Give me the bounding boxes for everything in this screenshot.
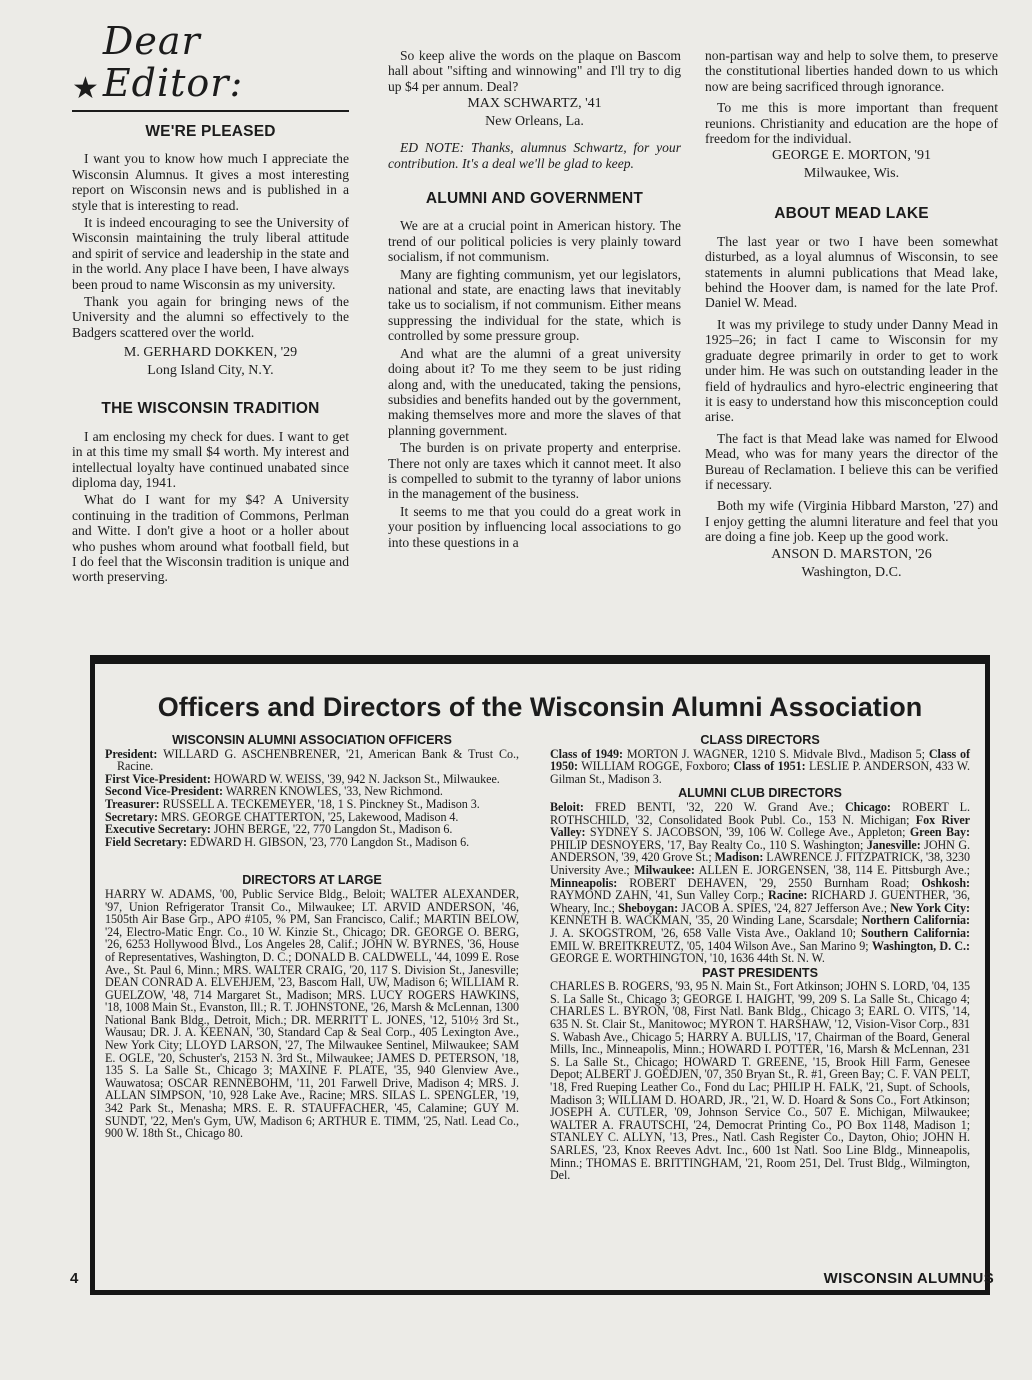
signature-place: New Orleans, La. <box>485 114 584 130</box>
signature-place: Washington, D.C. <box>801 564 902 580</box>
box-title: Officers and Directors of the Wisconsin Alumni Association <box>157 692 923 722</box>
directors-list: HARRY W. ADAMS, '00, Public Service Bldg., Beloit; WALTER ALEXANDER, '97, Union Refrigerator Transit Co., Milwaukee; LT. ARVID ANDERSON, '46, 1505th Air Base Grp., APO #105, % PM, San Francisco, Calif.; MARTIN BELOW, '24, Electro-Matic Engr. Co., 10 W. Kinzie St., Chicago; DR. GEORGE O. BERG, '26, 6253 Hollywood Blvd., Los Angeles 28, Calif.; JOHN W. BYRNES, '36, House of Representatives, Washington, D. C.; DONALD B. CALDWELL, '44, 1099 E. Rose Ave., St. Paul 6, Minn.; MRS. WALTER CRAIG, '20, 117 S. Division St., Janesville; DEAN CONRAD A. ELVEHJEM, '23, Bascom Hall, UW, Madison 6; WILLIAM R. GUELZOW, '48, 714 Margaret St., Madison; MRS. LUCY ROGERS HAWKINS, '18, 1008 Main St., Evanston, Ill.; R. T. JOHNSTONE, '26, Marsh & McLennan, 1300 National Bank Bldg., Detroit, Mich.; DR. MERRITT L. JONES, '12, 510½ 3rd St., Wausau; DR. J. A. KEENAN, '30, Standard Cap & Seal Corp., 405 Lexington Ave., New York City; LLOYD LARSON, '27, The Milwaukee Sentinel, Milwaukee; SAM E. OGLE, '20, Schuster's, 2153 N. 3rd St., Milwaukee; JAMES D. PETERSON, '18, 135 S. La Salle St., Chicago 3; MAXINE F. PLATE, '35, 940 Glenview Ave., Wauwatosa; OSCAR RENNEBOHM, '11, 201 Farwell Drive, Madison 4; MRS. J. ALLAN SIMPSON, '10, 928 Lake Ave., Racine; MRS. SILAS L. SPENGLER, '19, 342 Park St., Menasha; MRS. E. R. STAUFFACHER, '45, Calamine; GUY M. SUNDT, '22, Men's Gym, UW, Madison 6; ARTHUR E. TIMM, '25, Natl. Lead Co., 900 W. 18th St., Chicago 80. <box>105 886 519 1141</box>
officer-entry: President: WILLARD G. ASCHENBRENER, '21, American Bank & Trust Co., Racine. <box>105 746 519 774</box>
letter-heading: ABOUT MEAD LAKE <box>774 205 929 223</box>
letter-heading: ALUMNI AND GOVERNMENT <box>425 190 644 208</box>
letter-paragraph: And what are the alumni of a great university doing about it? To me they seem to be just riding along and, with the uneducated, taking the pensions, subsidies and benefits handed out by the government, making themselves more and more the slaves of that planning government. <box>388 345 681 438</box>
letter-paragraph: Thank you again for bringing news of the University and the alumni so effectively to the Badgers scattered over the world. <box>72 294 349 340</box>
letter-paragraph: I am enclosing my check for dues. I want to get in at this time my small $4 worth. My interest and intellectual loyalty have continued unabated since diploma day, 1941. <box>72 428 349 490</box>
letter-paragraph: So keep alive the words on the plaque on Bascom hall about "sifting and winnowing" and I'll try to dig up $4 per annum. Deal? <box>388 48 681 94</box>
letter-paragraph: The fact is that Mead lake was named for Elwood Mead, who was for many years the director of the Bureau of Reclamation. I believe this can be verified if necessary. <box>705 430 998 492</box>
club-directors-heading: ALUMNI CLUB DIRECTORS <box>678 786 842 801</box>
officer-entry: Field Secretary: EDWARD H. GIBSON, '23, 770 Langdon St., Madison 6. <box>105 834 470 849</box>
editor-note: ED NOTE: Thanks, alumnus Schwartz, for your contribution. It's a deal we'll be glad to keep. <box>388 140 681 171</box>
letter-paragraph: Both my wife (Virginia Hibbard Marston, '27) and I enjoy getting the alumni literature and feel that you are doing a fine job. Keep up the good work. <box>705 498 998 545</box>
signature-name: MAX SCHWARTZ, '41 <box>467 96 602 112</box>
column-2 <box>388 48 681 550</box>
column-3 <box>705 48 998 581</box>
signature-place: Milwaukee, Wis. <box>803 166 900 182</box>
letter-paragraph: non-partisan way and help to solve them, to preserve the constitutional liberties handed down to us which now are being sacrificed through ignorance. <box>705 48 998 94</box>
signature-place: Long Island City, N.Y. <box>147 363 274 379</box>
letter-paragraph: It is indeed encouraging to see the University of Wisconsin maintaining the truly liberal attitude and spirit of service and leadership in the state and in the world. Any place I have been, I have always been proud to name Wisconsin as my university. <box>72 215 349 292</box>
officer-entry: Executive Secretary: JOHN BERGE, '22, 770 Langdon St., Madison 6. <box>105 822 453 837</box>
masthead <box>72 19 349 106</box>
signature-name: M. GERHARD DOKKEN, '29 <box>123 345 298 361</box>
past-presidents-list: CHARLES B. ROGERS, '93, 95 N. Main St., Fort Atkinson; JOHN S. LORD, '04, 135 S. La Salle St., Chicago 3; GEORGE I. HAIGHT, '99, 209 S. La Salle St., Chicago 4; CHARLES L. BYRON, '08, First Natl. Bank Bldg., Chicago 3; EARL O. VITS, '14, 635 N. St. Clair St., Manitowoc; MYRON T. HARSHAW, '12, Vision-Visor Corp., 831 S. Wabash Ave., Chicago 5; HARRY A. BULLIS, '17, Chairman of the Board, General Mills, Inc., Minneapolis, Minn.; HOWARD I. POTTER, '16, Marsh & McLennan, 231 S. La Salle St., Chicago; HOWARD T. GREENE, '15, Brook Hill Farm, Genesee Depot; ALBERT J. GOEDJEN, '07, 350 Bryan St., R. #1, Green Bay; C. F. VAN PELT, '18, Fred Rueping Leather Co., Fond du Lac; PHILIP H. FALK, '21, Supt. of Schools, Madison 3; WILLIAM D. HOARD, JR., '21, W. D. Hoard & Sons Co., Fort Atkinson; JOSEPH A. CUTLER, '09, Johnson Service Co., 507 E. Michigan, Milwaukee; WALTER A. FRAUTSCHI, '24, Democrat Printing Co., PO Box 1148, Madison 1; STANLEY C. ALLYN, '13, Pres., Natl. Cash Register Co., Dayton, Ohio; JOHN H. SARLES, '23, Knox Reeves Advt. Inc., 600 1st Natl. Soo Line Bldg., Minneapolis, Minn.; THOMAS E. BRITTINGHAM, '21, Room 251, Del. Trust Bldg., Wilmington, Del. <box>550 979 970 1183</box>
officer-entry: Second Vice-President: WARREN KNOWLES, '33, New Richmond. <box>105 784 443 799</box>
signature-name: GEORGE E. MORTON, '91 <box>772 148 931 164</box>
letter-paragraph: Many are fighting communism, yet our legislators, national and state, are enacting laws that inevitably take us to socialism, if not communism. Either means suppressing the individual for the state, which is controlled by some pressure group. <box>388 266 681 344</box>
officer-entry: First Vice-President: HOWARD W. WEISS, '39, 942 N. Jackson St., Milwaukee. <box>105 771 500 786</box>
class-directors-heading: CLASS DIRECTORS <box>700 733 820 747</box>
club-directors-list: Beloit: FRED BENTI, '32, 220 W. Grand Ave.; Chicago: ROBERT L. ROTHSCHILD, '32, Consolidated Book Publ. Co., 153 N. Michigan; Fox River Valley: SYDNEY S. JACOBSON, '39, 106 W. College Ave., Appleton; Green Bay: PHILIP DESNOYERS, '17, Bay Realty Co., 110 S. Washington; Janesville: JOHN G. ANDERSON, '39, 420 Grove St.; Madison: LAWRENCE J. FITZPATRICK, '38, 3230 University Ave.; Milwaukee: ALLEN E. JORGENSEN, '38, 114 E. Pittsburgh Ave.; Minneapolis: ROBERT DEHAVEN, '29, 2550 Burnham Road; Oshkosh: RAYMOND ZAHN, '41, Sun Valley Corp.; Racine: RICHARD J. GUENTHER, '36, Wheary, Inc.; Sheboygan: JACOB A. SPIES, '24, 827 Jefferson Ave.; New York City: KENNETH B. WACKMAN, '35, 20 Winding Lane, Scarsdale; Northern California: J. A. SKOGSTROM, '26, 658 Valle Vista Ave., Oakland 10; Southern California: EMIL W. BREITKREUTZ, '05, 1404 Wilson Ave., San Marino 9; Washington, D. C.: GEORGE E. WORTHINGTON, '10, 1636 44th St. N. W. <box>550 799 971 966</box>
letter-paragraph: To me this is more important than frequent reunions. Christianity and education are the hope of freedom for the individual. <box>705 100 998 147</box>
star-icon: ★ <box>72 71 99 106</box>
past-presidents-heading: PAST PRESIDENTS <box>702 965 818 980</box>
directors-column <box>550 732 970 1182</box>
letter-paragraph: It seems to me that you could do a great work in your position by influencing local associations to go into these questions in a <box>388 503 681 550</box>
letter-paragraph: What do I want for my $4? A University continuing in the tradition of Commons, Perlman and Witte. I don't give a hoot or a holler about who pushes whom around what football field, but I do feel that the Wisconsin tradition is unique and worth preserving. <box>72 492 349 585</box>
masthead-rule <box>72 110 349 112</box>
page-number: 4 <box>70 1270 79 1287</box>
officer-entry: Treasurer: RUSSELL A. TECKEMEYER, '18, 1 S. Pinckney St., Madison 3. <box>105 796 480 811</box>
magazine-name: WISCONSIN ALUMNUS <box>823 1270 994 1287</box>
letter-paragraph: It was my privilege to study under Danny Mead in 1925–26; in fact I came to Wisconsin for my graduate degree primarily in order to get to work under him. He was such on outstanding leader in the field of hydraulics and hyro-electric engineering that it is easy to understand how this misconception could arise. <box>705 316 998 425</box>
class-directors-list: Class of 1949: MORTON J. WAGNER, 1210 S. Midvale Blvd., Madison 5; Class of 1950: WILLIAM ROGGE, Foxboro; Class of 1951: LESLIE P. ANDERSON, 433 W. Gilman St., Madison 3. <box>550 746 970 786</box>
letter-paragraph: We are at a crucial point in American history. The trend of our political policies is very plainly toward socialism, if not communism. <box>388 218 681 265</box>
officers-directors-box <box>90 655 990 1295</box>
letter-heading: WE'RE PLEASED <box>145 123 276 140</box>
directors-heading: DIRECTORS AT LARGE <box>242 873 382 888</box>
letter-paragraph: The burden is on private property and enterprise. There not only are taxes which it cannot meet. It also is compelled to submit to the tyranny of labor unions in the management of the business. <box>388 440 681 502</box>
letter-heading: THE WISCONSIN TRADITION <box>101 400 320 418</box>
officers-heading: WISCONSIN ALUMNI ASSOCIATION OFFICERS <box>172 733 452 747</box>
letter-paragraph: I want you to know how much I appreciate the Wisconsin Alumnus. It gives a most interesting report on Wisconsin news and is published in a style that is interesting to read. <box>72 151 349 213</box>
officers-column <box>105 732 519 1140</box>
officer-entry: Secretary: MRS. GEORGE CHATTERTON, '25, Lakewood, Madison 4. <box>105 809 459 824</box>
masthead-title: Dear Editor: <box>102 19 244 105</box>
letter-paragraph: The last year or two I have been somewhat disturbed, as a loyal alumnus of Wisconsin, to see statements in alumni publications that Mead lake, behind the Hoover dam, is named for the late Prof. Daniel W. Mead. <box>705 233 998 311</box>
signature-name: ANSON D. MARSTON, '26 <box>771 546 932 562</box>
column-1 <box>72 19 349 585</box>
